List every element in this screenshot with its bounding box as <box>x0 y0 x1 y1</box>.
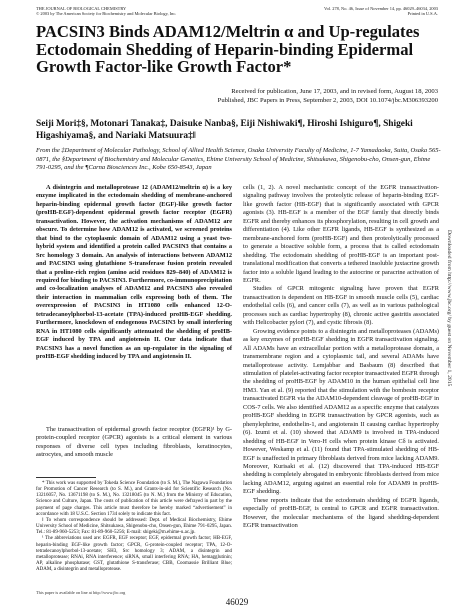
funding-footnote: * This work was supported by Tokeda Science Foundation (to S. M.), The Nagawa Foundation for Promotion of Cancer Research (to S. M.), and Grants-in-aid for Scientific Research (No. 13216057, No. 13671198 (to S. M.), No. 13218045 (to N. M.) from the Ministry of Education, Science and Culture, Japan. The costs of publication of this article were defrayed in part by the payment of page charges. This article must therefore be hereby marked “advertisement” in accordance with 18 U.S.C. Section 1734 solely to indicate this fact. <box>36 481 232 517</box>
body-paragraph: Growing evidence points to a disintegrin and metalloproteases (ADAMs) as key enzymes of proHB-EGF shedding in EGFR transactivation signaling. All ADAMs have an extracellular portion with a metalloprotease domain, a transmembrane region and a cytoplasmic tail, and several ADAMs have metalloprotease activity. Lemjabbar and Basbaum (8) described that stimulation of platelet-activating factor receptor transactivated EGFR through the shedding of proHB-EGF by ADAM10 in the human epithelial cell line HM3. Yan et al. (9) reported that the stimulation with the bombesin receptor transactivated EGFR via the ADAM10-dependent cleavage of proHB-EGF in COS-7 cells. We also identified ADAM12 as a specific enzyme that catalyzes proHB-EGF shedding in EGFR transactivation by GPCR agonists, such as phenylephrine, endothelin-1, and angiotensin II causing cardiac hypertrophy (6). Izumi et al. (10) showed that ADAM9 is involved in TPA-induced shedding of HB-EGF in Vero-H cells when protein kinase Cδ is activated. However, Weskamp et al. (11) found that TPA-stimulated shedding of HB-EGF is unaffected in primary fibroblasts derived from mice lacking ADAM9. Moreover, Kurisaki et al. (12) discovered that TPA-induced HB-EGF shedding is completely abrogated in embryonic fibroblasts derived from mice lacking ADAM12, arguing against an essential role for ADAM9 in proHB-EGF shedding. <box>243 327 440 496</box>
received-dates <box>78 88 438 105</box>
footnote-divider <box>36 477 96 478</box>
footnotes <box>36 481 232 573</box>
availability-note: This paper is available on line at http://www.jbc.org <box>36 590 126 595</box>
printed-in: Printed in U.S.A. <box>407 11 438 17</box>
affiliations: From the ‡Department of Molecular Pathology, School of Allied Health Science, Osaka University Faculty of Medicine, 1-7 Yamadaoka, Suita, Osaka 565-0871, the §Department of Biochemistry and Molecular Genetics, Ehime University School of Medicine, Shitsukawa, Shigenobu-cho, Onsen-gun, Ehime 791-0295, and the ¶Carna Biosciences Inc., Kobe 650-8543, Japan <box>36 147 441 172</box>
intro-paragraph: The transactivation of epidermal growth factor receptor (EGFR)¹ by G-protein-coupled receptor (GPCR) agonists is a critical element in various responses of diverse cell types including fibroblasts, keratinocytes, astrocytes, and smooth muscle <box>36 426 232 459</box>
body-paragraph: Studies of GPCR mitogenic signaling have proven that EGFR transactivation is dependent on HB-EGF in smooth muscle cells (5), cardiac endothelial cells (6), and cancer cells (7), as well as in various pathological processes such as cardiac hypertrophy (8), chronic active gastritis associated with Helicobacter pylori (7), and cystic fibrosis (8). <box>243 285 439 327</box>
body-paragraph: These reports indicate that the ectodomain shedding of EGFR ligands, especially of proHB-EGF, is central to GPCR and EGFR transactivation. However, the molecular mechanisms of the ligand shedding-dependent EGFR transactivation <box>243 496 439 530</box>
received-line: Received for publication, June 17, 2003, and in revised form, August 18, 2003 <box>231 88 438 95</box>
journal-header <box>36 6 176 17</box>
page-number: 46029 <box>225 597 249 607</box>
issue-info: Vol. 278, No. 46, Issue of November 14, pp. 46029–46034, 2003 <box>324 6 438 11</box>
issue-header <box>324 6 438 17</box>
body-paragraph: cells (1, 2). A novel mechanistic concept of the EGFR transactivation-signaling pathway involves the proteolytic release of heparin-binding EGF-like growth factor (HB-EGF) that is significantly associated with GPCR agonists (3). HB-EGF is a member of the EGF family that directly binds EGFR and thereby enhances its phosphorylation, resulting in cell growth and differentiation (4). Like other EGFR ligands, HB-EGF is synthesized as a membrane-anchored form (proHB-EGF) and then proteolytically processed to generate a bioactive soluble form, a process that is called ectodomain shedding. The ectodomain shedding of proHB-EGF is an important post-translational modification that converts a tethered insoluble juxtacrine growth factor into a soluble ligand leading to the autocrine or paracrine activation of EGFR. <box>243 184 439 284</box>
correspondence-footnote: ‖ To whom correspondence should be addressed: Dept. of Medical Biochemistry, Ehime University School of Medicine, Shitsukawa, Shigenobu-cho, Onsen-gun, Ehime 791-0295, Japan. Tel.: 81-89-960-5253; Fax: 81-89-960-5256; E-mail: shigeki@m.ehime-u.ac.jp. <box>36 517 232 536</box>
abbreviations-footnote: ¹ The abbreviations used are: EGFR, EGF receptor; EGF, epidermal growth factor; HB-EGF, heparin-binding EGF-like growth factor; GPCR, G-protein-coupled receptor; TPA, 12-O-tetradecanoylphorbol-13-acetate; SH3, Src homology 3; ADAM, a disintegrin and metalloprotease; RNAi, RNA interference; siRNA, small interfering RNA; HA, hemagglutinin; AP, alkaline phosphatase; GST, glutathione S-transferase; CBB, Coomassie Brilliant Blue; ADAM, a disintegrin and metalloprotease. <box>36 536 232 573</box>
published-line: Published, JBC Papers in Press, September 2, 2003, DOI 10.1074/jbc.M306393200 <box>217 96 438 104</box>
download-watermark: Downloaded from http://www.jbc.org/ by guest on November 1, 2015 <box>446 230 452 387</box>
abstract: A disintegrin and metalloprotease 12 (ADAM12/meltrin α) is a key enzyme implicated in the ectodomain shedding of membrane-anchored heparin-binding epidermal growth factor (EGF)-like growth factor (proHB-EGF)-dependent epidermal growth factor receptor (EGFR) transactivation. However, the activation mechanisms of ADAM12 are obscure. To determine how ADAM12 is activated, we screened proteins that bind to the cytoplasmic domain of ADAM12 using a yeast two-hybrid system and identified a protein called PACSIN3 that contains a Src homology 3 domain. An analysis of interactions between ADAM12 and PACSIN3 using glutathione S-transferase fusion protein revealed that a proline-rich region (amino acid residues 829–840) of ADAM12 is required for binding to PACSIN3. Furthermore, co-immunoprecipitation and co-localization analyses of ADAM12 and PACSIN3 also revealed their interaction in mammalian cells expressing both of them. The overexpression of PACSIN3 in HT1080 cells enhanced 12-O-tetradecanoylphorbol-13-acetate (TPA)-induced proHB-EGF shedding. Furthermore, knockdown of endogenous PACSIN3 by small interfering RNA in HT1080 cells significantly attenuated the shedding of proHB-EGF induced by TPA and angiotensin II. Our data indicate that PACSIN3 has a novel function as an up-regulator in the signaling of proHB-EGF shedding induced by TPA and angiotensin II. <box>36 184 232 361</box>
author-list: Seiji Mori‡§, Motonari Tanaka‡, Daisuke Nanba§, Eiji Nishiwaki¶, Hiroshi Ishiguro¶, Shigeki Higashiyama§, and Nariaki Matsuura‡‖ <box>36 119 413 141</box>
article-title: PACSIN3 Binds ADAM12/Meltrin α and Up-regulates Ectodomain Shedding of Heparin-binding Epidermal Growth Factor-like Growth Factor* <box>36 22 420 77</box>
journal-name: THE JOURNAL OF BIOLOGICAL CHEMISTRY <box>36 6 127 11</box>
copyright-line: © 2003 by The American Society for Biochemistry and Molecular Biology, Inc. <box>36 11 177 17</box>
right-column <box>243 184 439 531</box>
